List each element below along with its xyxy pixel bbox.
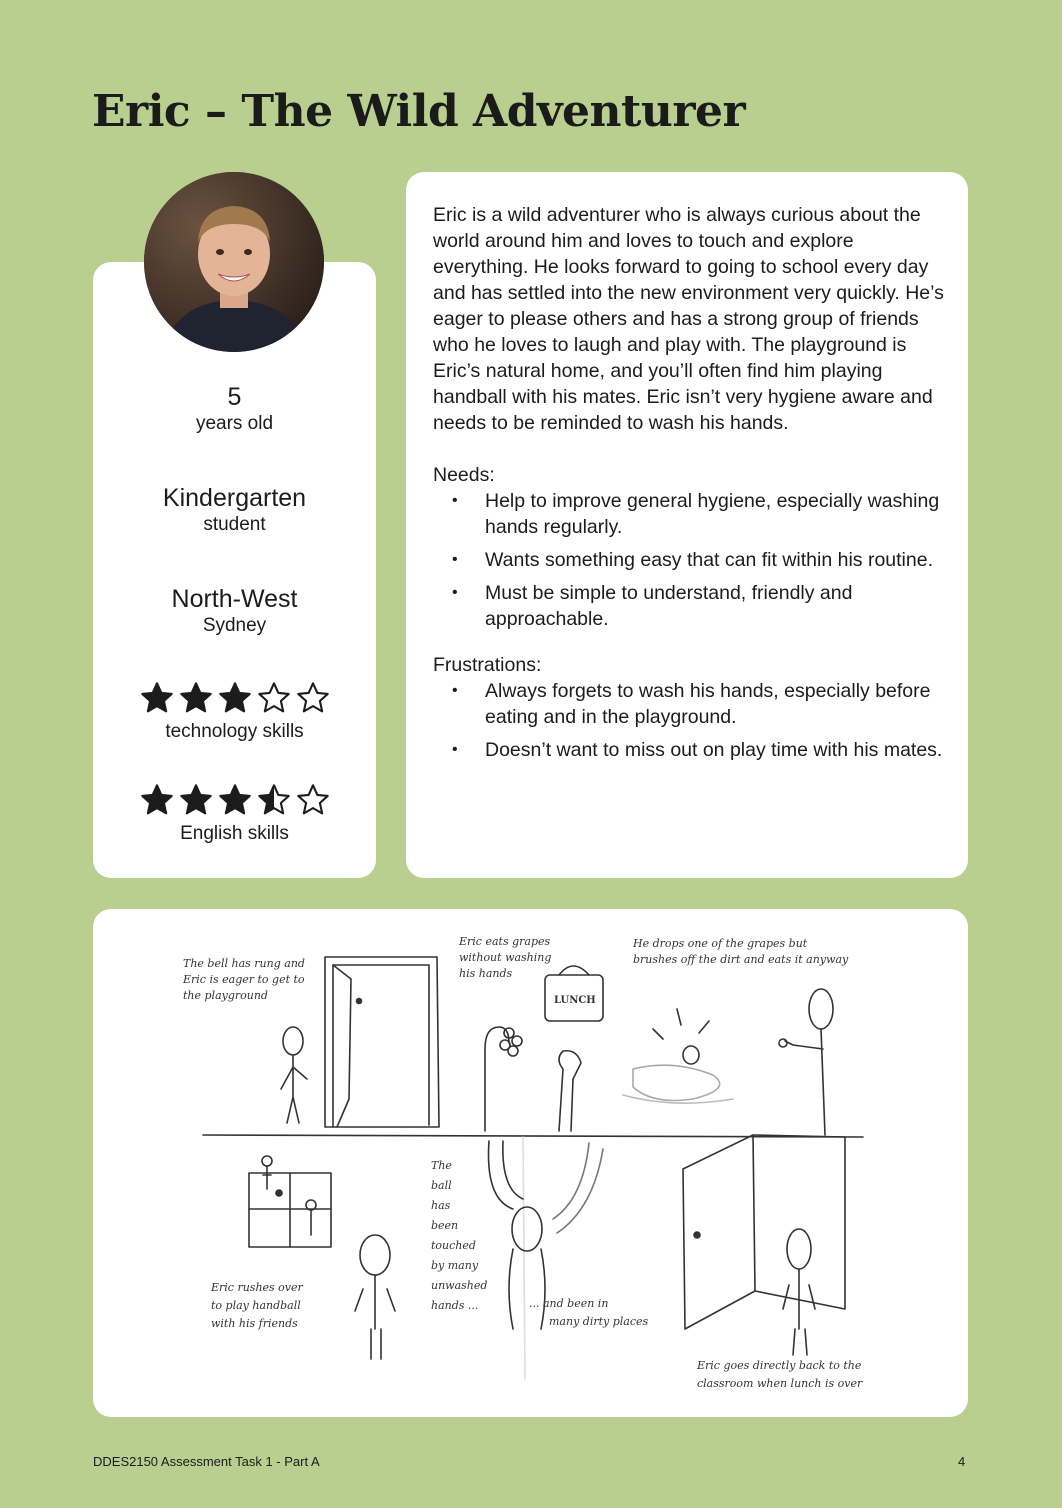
- location-label: Sydney: [202, 615, 267, 636]
- panel5-line: The: [431, 1159, 452, 1172]
- star-empty-icon: [295, 782, 331, 818]
- list-item: • Must be simple to understand, friendly and approachable.: [485, 580, 944, 632]
- technology-rating: [93, 680, 376, 716]
- panel2-line: without washing: [459, 951, 552, 964]
- panel5-caption: [431, 1159, 491, 1312]
- panel5-line: unwashed: [431, 1279, 488, 1292]
- star-full-icon: [217, 782, 253, 818]
- frustrations-list: [433, 678, 944, 763]
- location-stat: [93, 584, 376, 638]
- frustrations-title: Frustrations:: [433, 654, 542, 676]
- star-full-icon: [139, 680, 175, 716]
- panel3-line: brushes off the dirt and eats it anyway: [633, 953, 849, 966]
- needs-list: [433, 488, 944, 632]
- needs-title: Needs:: [433, 464, 495, 486]
- panel6-line: classroom when lunch is over: [697, 1377, 863, 1390]
- star-full-icon: [178, 680, 214, 716]
- panel5-line: touched: [431, 1239, 476, 1252]
- panel5-line: by many: [431, 1259, 479, 1272]
- list-item: • Wants something easy that can fit within his routine.: [485, 547, 944, 573]
- panel5-line: ball: [431, 1179, 452, 1192]
- english-rating: [93, 782, 376, 818]
- panel2-drawing: [485, 966, 603, 1131]
- age-stat: [93, 382, 376, 436]
- panel5-line: has: [431, 1199, 451, 1212]
- panel-divider: [523, 1137, 525, 1379]
- technology-label: technology skills: [165, 721, 304, 742]
- star-empty-icon: [295, 680, 331, 716]
- panel4-line: to play handball: [211, 1299, 301, 1312]
- panel5-line: hands ...: [431, 1299, 479, 1312]
- avatar: [144, 172, 324, 352]
- star-half-icon: [256, 782, 292, 818]
- page-title: Eric – The Wild Adventurer: [92, 86, 746, 137]
- bio-card: [406, 172, 968, 878]
- technology-stat: [93, 680, 376, 744]
- grade-label: student: [203, 514, 266, 535]
- list-item: • Help to improve general hygiene, especially washing hands regularly.: [485, 488, 944, 540]
- panel1-line: The bell has rung and: [183, 957, 305, 970]
- panel3-line: He drops one of the grapes but: [633, 937, 808, 950]
- grade-value: Kindergarten: [162, 484, 307, 512]
- bio-description: Eric is a wild adventurer who is always curious about the world around him and loves to touch and explore everything. He looks forward to going to school every day and has settled into the new environment very quickly. He’s eager to please others and has a strong group of friends who he loves to laugh and play with. The playground is Eric’s natural home, and you’ll often find him playing handball with his mates. Eric isn’t very hygiene aware and needs to be reminded to wash his hands.: [433, 204, 944, 434]
- grade-stat: [93, 483, 376, 537]
- age-value: 5: [227, 383, 242, 411]
- age-label: years old: [195, 413, 274, 434]
- panel6-caption: [696, 1359, 865, 1390]
- footer-course: DDES2150 Assessment Task 1 - Part A: [93, 1454, 320, 1469]
- panel6-line: Eric goes directly back to the: [697, 1359, 862, 1372]
- star-full-icon: [217, 680, 253, 716]
- panel5b-caption: [529, 1297, 649, 1328]
- panel6-drawing: [683, 1135, 845, 1355]
- location-value: North-West: [171, 585, 298, 613]
- panel1-line: the playground: [183, 989, 268, 1002]
- panel5b-line: ... and been in: [529, 1297, 609, 1310]
- panel4-line: Eric rushes over: [211, 1281, 303, 1294]
- panel2-line: his hands: [459, 967, 513, 980]
- star-full-icon: [139, 782, 175, 818]
- page-number: 4: [958, 1454, 966, 1469]
- list-item: • Doesn’t want to miss out on play time with his mates.: [485, 737, 944, 763]
- star-full-icon: [178, 782, 214, 818]
- panel5-line: been: [431, 1219, 459, 1232]
- panel1-caption: [182, 957, 308, 1002]
- storyboard-card: [93, 909, 968, 1417]
- panel2-line: Eric eats grapes: [459, 935, 551, 948]
- lunch-label: LUNCH: [554, 995, 596, 1006]
- panel2-caption: [458, 935, 555, 980]
- panel5b-line: many dirty places: [549, 1315, 649, 1328]
- panel3-drawing: [623, 989, 833, 1135]
- panel4-caption: [210, 1281, 306, 1330]
- panel1-line: Eric is eager to get to: [183, 973, 305, 986]
- panel4-line: with his friends: [211, 1317, 298, 1330]
- english-label: English skills: [180, 823, 289, 844]
- storyboard-sketch: [93, 909, 968, 1417]
- star-empty-icon: [256, 680, 292, 716]
- panel3-caption: [632, 937, 849, 966]
- english-stat: [93, 782, 376, 846]
- list-item: • Always forgets to wash his hands, especially before eating and in the playground.: [485, 678, 944, 730]
